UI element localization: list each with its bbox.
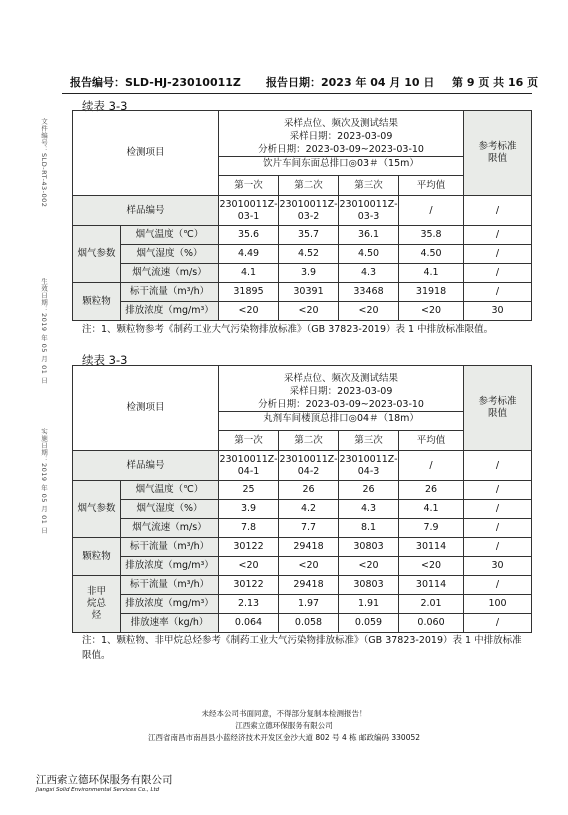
table1-param: 排放浓度（mg/m³）	[121, 302, 219, 321]
table1-cell: 31918	[399, 283, 464, 302]
table2-cell: 4.1	[399, 500, 464, 519]
table1-group-flue: 烟气参数	[73, 226, 121, 283]
table2-sample-label: 样品编号	[73, 451, 219, 481]
table1-ref: /	[464, 283, 532, 302]
table1-col-avg: 平均值	[399, 176, 464, 196]
table1-cell: <20	[279, 302, 339, 321]
table2-item-header: 检测项目	[73, 366, 219, 451]
table1-param: 烟气湿度（%）	[121, 245, 219, 264]
table1-sample-id: /	[399, 196, 464, 226]
table1-point: 饮片车间东面总排口◎03＃（15m）	[219, 156, 463, 170]
table1-cell: 31895	[219, 283, 279, 302]
table1-cell: 4.52	[279, 245, 339, 264]
side-implement-date: 实施日期：2019 年 05 月 01 日	[40, 428, 48, 534]
table1-group-particulate: 颗粒物	[73, 283, 121, 321]
side-effective-date: 生效日期：2019 年 05 月 01 日	[40, 278, 48, 384]
table1-col-1: 第一次	[219, 176, 279, 196]
table2-cell: 30803	[339, 538, 399, 557]
table2-group-particulate: 颗粒物	[73, 538, 121, 576]
table2-cell: 30114	[399, 576, 464, 595]
table2-param: 标干流量（m³/h）	[121, 576, 219, 595]
table1-sample-ref: /	[464, 196, 532, 226]
table2-ref: /	[464, 576, 532, 595]
table2-cell: 30803	[339, 576, 399, 595]
table2-param: 烟气湿度（%）	[121, 500, 219, 519]
side-file-number: 文件编号：SLD-RT-43-002	[40, 118, 48, 208]
table1-cell: 4.49	[219, 245, 279, 264]
table1-cell: <20	[399, 302, 464, 321]
table1-caption: 续表 3-3	[82, 99, 128, 113]
table1-cell: <20	[219, 302, 279, 321]
company-logo-en: Jiangxi Solid Environmental Services Co., Ltd	[36, 787, 160, 793]
table2-cell: 30114	[399, 538, 464, 557]
table1-ref: /	[464, 245, 532, 264]
table1-param: 标干流量（m³/h）	[121, 283, 219, 302]
table1-col-2: 第二次	[279, 176, 339, 196]
table2-ref: 30	[464, 557, 532, 576]
table2	[72, 365, 532, 633]
table1-ref: /	[464, 264, 532, 283]
table1-cell: 30391	[279, 283, 339, 302]
table2-top-header: 采样点位、频次及测试结果 采样日期：2023-03-09 分析日期：2023-03-09~2023-03-10 丸剂车间楼顶总排口◎04＃（18m）	[219, 366, 464, 431]
table2-param: 排放浓度（mg/m³）	[121, 595, 219, 614]
table2-cell: 0.060	[399, 614, 464, 633]
table2-col-avg: 平均值	[399, 431, 464, 451]
table2-cell: 0.064	[219, 614, 279, 633]
table2-group-flue: 烟气参数	[73, 481, 121, 538]
table2-ref: /	[464, 481, 532, 500]
table1-cell: 35.6	[219, 226, 279, 245]
table2-param: 烟气流速（m/s）	[121, 519, 219, 538]
table2-ref: /	[464, 538, 532, 557]
table2-cell: <20	[279, 557, 339, 576]
table2-param: 排放速率（kg/h）	[121, 614, 219, 633]
footer-disclaimer: 未经本公司书面同意，不得部分复制本检测报告！	[201, 709, 367, 718]
table2-cell: 0.059	[339, 614, 399, 633]
table2-cell: 26	[399, 481, 464, 500]
table2-cell: 29418	[279, 538, 339, 557]
table2-cell: 30122	[219, 576, 279, 595]
table2-cell: 7.9	[399, 519, 464, 538]
table1-cell: 3.9	[279, 264, 339, 283]
report-number: 报告编号：SLD-HJ-23010011Z	[70, 76, 241, 89]
table1-ref: /	[464, 226, 532, 245]
table2-cell: 2.13	[219, 595, 279, 614]
table2-cell: 4.3	[339, 500, 399, 519]
table2-col-1: 第一次	[219, 431, 279, 451]
table2-caption: 续表 3-3	[82, 353, 128, 367]
table1-param: 烟气温度（℃）	[121, 226, 219, 245]
footer-address: 江西省南昌市南昌县小蓝经济技术开发区金沙大道 802 号 4 栋 邮政编码 330052	[147, 733, 421, 742]
table2-cell: 26	[279, 481, 339, 500]
table2-cell: <20	[219, 557, 279, 576]
table2-sample-id: 23010011Z-04-1	[219, 451, 279, 481]
table2-cell: 0.058	[279, 614, 339, 633]
table2-ref: 100	[464, 595, 532, 614]
table1-cell: 4.3	[339, 264, 399, 283]
table2-cell: 3.9	[219, 500, 279, 519]
table1-note: 注：1、颗粒物参考《制药工业大气污染物排放标准》（GB 37823-2019）表 1 中排放标准限值。	[82, 324, 494, 335]
report-date: 报告日期：2023 年 04 月 10 日	[266, 76, 435, 89]
table2-cell: 4.2	[279, 500, 339, 519]
table1-cell: 36.1	[339, 226, 399, 245]
table2-cell: 30122	[219, 538, 279, 557]
table1-col-3: 第三次	[339, 176, 399, 196]
table1-cell: 33468	[339, 283, 399, 302]
table2-col-3: 第三次	[339, 431, 399, 451]
header-rule	[62, 93, 532, 94]
table2-col-2: 第二次	[279, 431, 339, 451]
table1-item-header: 检测项目	[73, 111, 219, 196]
table2-cell: 25	[219, 481, 279, 500]
table1-cell: 4.50	[399, 245, 464, 264]
table1-cell: 35.7	[279, 226, 339, 245]
table1-sample-id: 23010011Z-03-1	[219, 196, 279, 226]
table2-cell: 7.8	[219, 519, 279, 538]
table2-param: 烟气温度（℃）	[121, 481, 219, 500]
table1-param: 烟气流速（m/s）	[121, 264, 219, 283]
table2-sample-ref: /	[464, 451, 532, 481]
table2-cell: <20	[339, 557, 399, 576]
table2-ref: /	[464, 614, 532, 633]
table2-ref: /	[464, 519, 532, 538]
table2-cell: 1.91	[339, 595, 399, 614]
table2-cell: <20	[399, 557, 464, 576]
table2-cell: 29418	[279, 576, 339, 595]
table2-sample-id: 23010011Z-04-2	[279, 451, 339, 481]
table2-note: 注：1、颗粒物、非甲烷总烃参考《制药工业大气污染物排放标准》（GB 37823-2019）表 1 中排放标准限值。	[82, 635, 522, 661]
table2-point: 丸剂车间楼顶总排口◎04＃（18m）	[219, 411, 463, 425]
table2-ref: /	[464, 500, 532, 519]
table2-cell: 26	[339, 481, 399, 500]
table2-sample-id: /	[399, 451, 464, 481]
table2-param: 标干流量（m³/h）	[121, 538, 219, 557]
table1-sample-label: 样品编号	[73, 196, 219, 226]
table1-top-header: 采样点位、频次及测试结果 采样日期：2023-03-09 分析日期：2023-03-09~2023-03-10 饮片车间东面总排口◎03＃（15m）	[219, 111, 464, 176]
footer-company: 江西索立德环保服务有限公司	[235, 721, 333, 730]
table1-ref: 30	[464, 302, 532, 321]
table1-sample-id: 23010011Z-03-2	[279, 196, 339, 226]
table1-cell: 4.1	[399, 264, 464, 283]
table1-cell: <20	[339, 302, 399, 321]
table2-sample-id: 23010011Z-04-3	[339, 451, 399, 481]
table2-group-nmhc: 非甲烷总烃	[73, 576, 121, 633]
table1	[72, 110, 532, 321]
company-logo-cn: 江西索立德环保服务有限公司	[36, 774, 173, 786]
table2-cell: 1.97	[279, 595, 339, 614]
table1-sample-id: 23010011Z-03-3	[339, 196, 399, 226]
table1-ref-header: 参考标准限值	[464, 111, 532, 196]
table1-cell: 35.8	[399, 226, 464, 245]
table2-param: 排放浓度（mg/m³）	[121, 557, 219, 576]
table1-cell: 4.1	[219, 264, 279, 283]
table2-cell: 7.7	[279, 519, 339, 538]
page-info: 第 9 页 共 16 页	[452, 76, 539, 89]
table2-cell: 2.01	[399, 595, 464, 614]
table2-cell: 8.1	[339, 519, 399, 538]
table1-cell: 4.50	[339, 245, 399, 264]
table2-ref-header: 参考标准限值	[464, 366, 532, 451]
